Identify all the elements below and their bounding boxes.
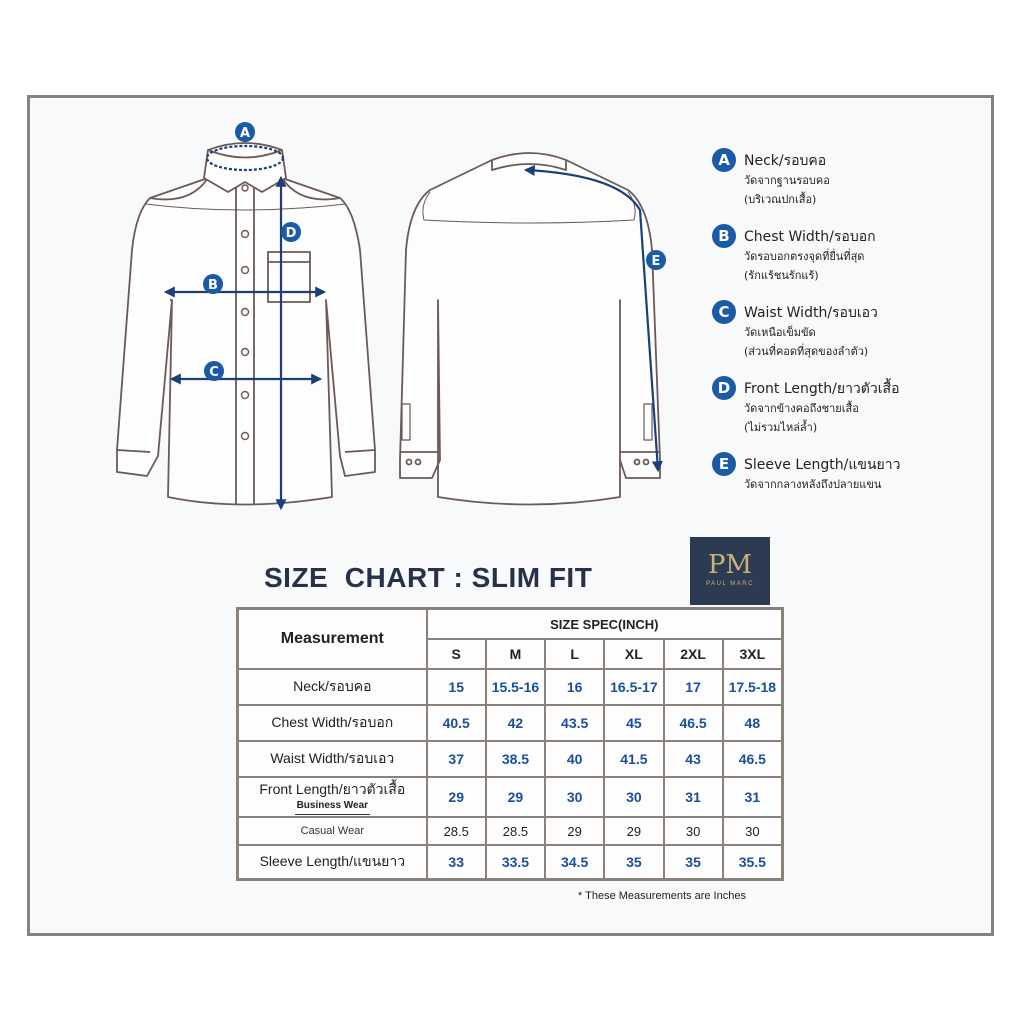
monogram-icon [690, 537, 770, 581]
brand-name: PAUL MARC [706, 581, 754, 587]
legend-desc [744, 475, 881, 494]
measurement-header: Measurement [238, 609, 427, 670]
legend-badge: D [712, 376, 736, 400]
cell-value: 30 [604, 777, 663, 817]
legend-title: Sleeve Length/แขนยาว [744, 457, 901, 473]
cell-value: 48 [723, 705, 783, 741]
legend-desc-line: วัดจากข้างคอถึงชายเสื้อ [744, 402, 859, 415]
legend-item-front-length [712, 374, 1002, 450]
legend-desc-line: (ส่วนที่คอดที่สุดของลำตัว) [744, 345, 869, 358]
cell-value: 31 [664, 777, 723, 817]
back-shirt-outline [400, 153, 660, 505]
diagram-badge-c: C [209, 365, 219, 380]
size-spec-header: SIZE SPEC(INCH) [427, 609, 783, 640]
diagram-badge-d: D [285, 226, 297, 241]
cell-value: 33.5 [486, 845, 545, 879]
cell-value: 29 [427, 777, 486, 817]
legend-desc-line: วัดจากฐานรอบคอ [744, 174, 830, 187]
cell-value: 29 [545, 817, 604, 845]
cell-value: 46.5 [664, 705, 723, 741]
page-title: SIZE CHART : SLIM FIT [264, 562, 593, 593]
legend-title: Front Length/ยาวตัวเสื้อ [744, 381, 900, 397]
legend-desc [744, 399, 859, 437]
legend-desc [744, 247, 864, 285]
cell-value: 29 [486, 777, 545, 817]
legend-item-waist [712, 298, 1002, 374]
cell-value: 29 [604, 817, 663, 845]
row-label: Waist Width/รอบเอว [238, 741, 427, 777]
legend-title: Chest Width/รอบอก [744, 229, 876, 245]
legend-item-neck [712, 146, 1002, 222]
legend-badge: B [712, 224, 736, 248]
cell-value: 16 [545, 669, 604, 705]
diagram-badge-e: E [651, 254, 661, 269]
diagram-badge-b: B [208, 278, 218, 293]
measurement-legend [712, 146, 1002, 526]
cell-value: 34.5 [545, 845, 604, 879]
cell-value: 45 [604, 705, 663, 741]
cell-value: 42 [486, 705, 545, 741]
cell-value: 16.5-17 [604, 669, 663, 705]
legend-badge: A [712, 148, 736, 172]
cell-value: 30 [723, 817, 783, 845]
cell-value: 43 [664, 741, 723, 777]
size-header: L [545, 639, 604, 669]
table-row-waist [238, 741, 783, 777]
casual-wear-label: Casual Wear [238, 817, 427, 845]
row-label: Neck/รอบคอ [238, 669, 427, 705]
brand-logo [690, 537, 770, 605]
cell-value: 17.5-18 [723, 669, 783, 705]
cell-value: 15 [427, 669, 486, 705]
legend-item-sleeve-length [712, 450, 1002, 526]
front-shirt-outline [117, 143, 375, 505]
cell-value: 46.5 [723, 741, 783, 777]
cell-value: 35 [664, 845, 723, 879]
row-label: Front Length/ยาวตัวเสื้อ [259, 781, 406, 797]
size-header: XL [604, 639, 663, 669]
row-label: Chest Width/รอบอก [238, 705, 427, 741]
cell-value: 40 [545, 741, 604, 777]
cell-value: 17 [664, 669, 723, 705]
size-header: 3XL [723, 639, 783, 669]
table-row-chest [238, 705, 783, 741]
table-row-front-length-business [238, 777, 783, 817]
footnote: * These Measurements are Inches [578, 890, 746, 902]
legend-badge: C [712, 300, 736, 324]
legend-title: Waist Width/รอบเอว [744, 305, 878, 321]
size-header: M [486, 639, 545, 669]
size-spec-table [236, 607, 784, 881]
cell-value: 37 [427, 741, 486, 777]
legend-title: Neck/รอบคอ [744, 153, 827, 169]
size-header: 2XL [664, 639, 723, 669]
legend-desc-line: (บริเวณปกเสื้อ) [744, 193, 817, 206]
legend-desc-line: วัดรอบอกตรงจุดที่ยื่นที่สุด [744, 250, 865, 263]
row-label: Sleeve Length/แขนยาว [238, 845, 427, 879]
legend-desc-line: วัดเหนือเข็มขัด [744, 326, 816, 339]
cell-value: 28.5 [486, 817, 545, 845]
legend-desc [744, 323, 868, 361]
table-row-neck [238, 669, 783, 705]
table-row-sleeve [238, 845, 783, 879]
legend-item-chest [712, 222, 1002, 298]
cell-value: 35 [604, 845, 663, 879]
cell-value: 38.5 [486, 741, 545, 777]
cell-value: 33 [427, 845, 486, 879]
legend-badge: E [712, 452, 736, 476]
cell-value: 28.5 [427, 817, 486, 845]
cell-value: 35.5 [723, 845, 783, 879]
cell-value: 30 [664, 817, 723, 845]
legend-desc [744, 171, 830, 209]
diagram-badge-a: A [239, 126, 251, 141]
legend-desc-line: วัดจากกลางหลังถึงปลายแขน [744, 478, 882, 491]
row-label-front-length [238, 777, 427, 817]
cell-value: 15.5-16 [486, 669, 545, 705]
size-header: S [427, 639, 486, 669]
cell-value: 43.5 [545, 705, 604, 741]
cell-value: 41.5 [604, 741, 663, 777]
cell-value: 40.5 [427, 705, 486, 741]
table-row-front-length-casual [238, 817, 783, 845]
legend-desc-line: (รักแร้ชนรักแร้) [744, 269, 819, 282]
cell-value: 30 [545, 777, 604, 817]
svg-text:PM: PM [707, 550, 753, 580]
business-wear-label: Business Wear [295, 799, 371, 815]
legend-desc-line: (ไม่รวมไหล่ล้ำ) [744, 421, 818, 434]
cell-value: 31 [723, 777, 783, 817]
